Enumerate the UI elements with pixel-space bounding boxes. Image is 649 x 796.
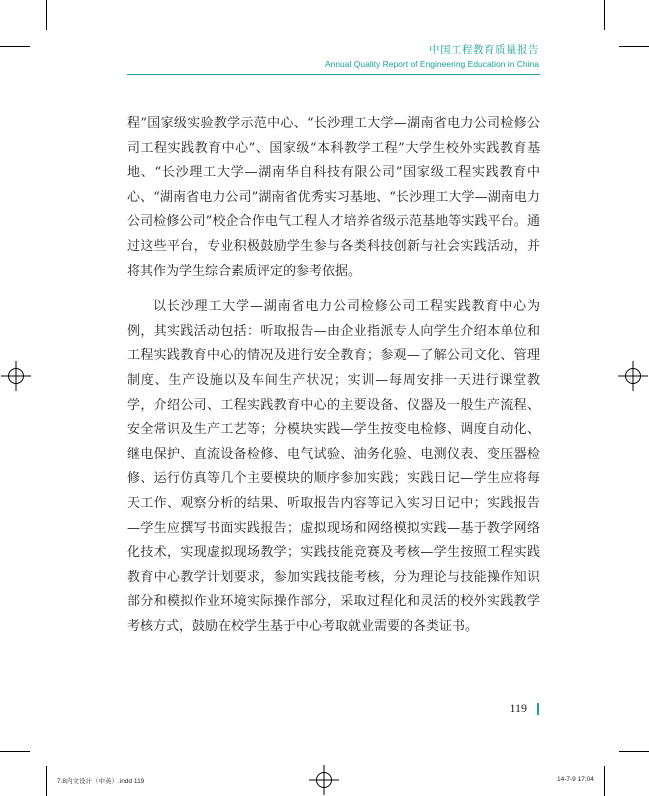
crop-mark-bottom-left-v	[46, 766, 47, 796]
page-number-bar	[537, 703, 539, 715]
crop-mark-top-left-v	[46, 0, 47, 30]
running-header-subtitle: Annual Quality Report of Engineering Education in China	[324, 59, 539, 69]
header-rule	[127, 74, 540, 75]
page-number: 119	[509, 701, 527, 715]
registration-mark-bottom-icon	[309, 765, 339, 795]
crop-mark-top-right-h	[619, 46, 649, 47]
crop-mark-bottom-right-h	[619, 751, 649, 752]
running-header-title: 中国工程教育质量报告	[429, 44, 539, 56]
slug-date-info: 14-7-9 17:04	[557, 776, 594, 783]
crop-mark-bottom-right-v	[604, 766, 605, 796]
slug-file-info: 7.8内文设计（中英）.indd 119	[57, 778, 145, 785]
body-text	[127, 112, 540, 639]
paragraph-1: 程”国家级实验教学示范中心、“长沙理工大学—湖南省电力公司检修公司工程实践教育中心”、国家级“本科教学工程”大学生校外实践教育基地、“长沙理工大学—湖南华自科技有限公司”国家级工程实践教育中心、“湖南省电力公司”湖南省优秀实习基地、“长沙理工大学—湖南电力公司检修公司”校企合作电气工程人才培养省级示范基地等实践平台。通过这些平台，专业积极鼓励学生参与各类科技创新与社会实践活动，并将其作为学生综合素质评定的参考依据。	[127, 116, 540, 279]
crop-mark-top-right-v	[604, 0, 605, 30]
crop-mark-bottom-left-h	[0, 751, 30, 752]
registration-mark-right-icon	[618, 361, 648, 391]
crop-mark-top-left-h	[0, 46, 30, 47]
registration-mark-left-icon	[1, 361, 31, 391]
paragraph-2: 以长沙理工大学—湖南省电力公司检修公司工程实践教育中心为例，其实践活动包括：听取报告—由企业指派专人向学生介绍本单位和工程实践教育中心的情况及进行安全教育；参观—了解公司文化、管理制度、生产设施以及车间生产状况；实训—每周安排一天进行课堂教学，介绍公司、工程实践教育中心的主要设备、仪器及一般生产流程、安全常识及生产工艺等；分模块实践—学生按变电检修、调度自动化、继电保护、直流设备检修、电气试验、油务化验、电测仪表、变压器检修、运行仿真等几个主要模块的顺序参加实践；实践日记—学生应将每天工作、观察分析的结果、听取报告内容等记入实习日记中；实践报告—学生应撰写书面实践报告；虚拟现场和网络模拟实践—基于教学网络化技术，实现虚拟现场教学；实践技能竞赛及考核—学生按照工程实践教育中心教学计划要求，参加实践技能考核，分为理论与技能操作知识部分和模拟作业环境实际操作部分，采取过程化和灵活的校外实践教学考核方式，鼓励在校学生基于中心考取就业需要的各类证书。	[127, 299, 540, 634]
